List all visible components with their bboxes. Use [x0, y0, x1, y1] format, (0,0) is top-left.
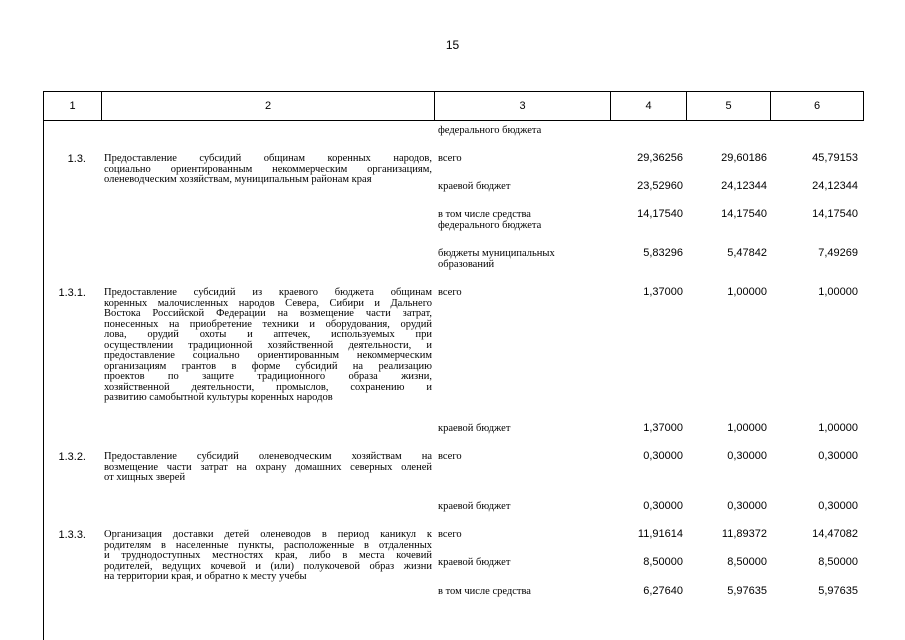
- row-value-col4: 0,30000: [643, 500, 683, 512]
- row-value-col5: 0,30000: [727, 450, 767, 462]
- row-type: всего: [438, 451, 462, 462]
- table-left-border: [43, 120, 44, 640]
- row-value-col4: 1,37000: [643, 286, 683, 298]
- header-col-4: 4: [611, 92, 687, 121]
- row-value-col6: 24,12344: [812, 180, 858, 192]
- row-type: бюджеты муниципальных образований: [438, 248, 555, 270]
- header-col-6: 6: [771, 92, 864, 121]
- section-description: Организация доставки детей оленеводов в период каникул к родителям в населенные пункты, расположенные в отдаленных и труднодоступных местностях края, либо в места кочевий родителей, ведущих кочевой и (или) полукочевой образ жизни на территории края, и обратно к месту учебы: [104, 529, 432, 582]
- row-value-col4: 5,83296: [643, 247, 683, 259]
- row-value-col6: 14,47082: [812, 528, 858, 540]
- row-value-col5: 24,12344: [721, 180, 767, 192]
- row-type: краевой бюджет: [438, 423, 511, 434]
- row-type: краевой бюджет: [438, 181, 511, 192]
- row-value-col6: 7,49269: [818, 247, 858, 259]
- row-value-col5: 14,17540: [721, 208, 767, 220]
- row-value-col4: 6,27640: [643, 585, 683, 597]
- section-code: 1.3.2.: [58, 451, 86, 463]
- row-type: в том числе средства: [438, 586, 531, 597]
- row-value-col6: 1,00000: [818, 422, 858, 434]
- row-value-col5: 1,00000: [727, 286, 767, 298]
- row-type: всего: [438, 529, 462, 540]
- header-col-5: 5: [687, 92, 771, 121]
- row-value-col6: 8,50000: [818, 556, 858, 568]
- row-type: краевой бюджет: [438, 557, 511, 568]
- section-description: Предоставление субсидий из краевого бюджета общинам коренных малочисленных народов Севера, Сибири и Дальнего Востока Российской Федерации на возмещение части затрат, понесенных на приобретение техники и оборудования, орудий лова, орудий охоты и аптечек, используемых при осуществлении традиционной хозяйственной деятельности, и предоставление социально ориентированным некоммерческим организациям грантов в форме субсидий на реализацию проектов по защите традиционного образа жизни, хозяйственной деятельности, промыслов, сохранению и развитию самобытной культуры коренных народов: [104, 287, 432, 403]
- row-value-col5: 11,89372: [721, 528, 767, 540]
- page-number: 15: [445, 38, 460, 52]
- row-value-col6: 45,79153: [812, 152, 858, 164]
- section-code: 1.3.: [67, 153, 86, 165]
- section-code: 1.3.3.: [58, 529, 86, 541]
- row-type: в том числе средства федерального бюджета: [438, 209, 542, 231]
- row-value-col6: 0,30000: [818, 450, 858, 462]
- header-col-1: 1: [44, 92, 102, 121]
- row-value-col6: 0,30000: [818, 500, 858, 512]
- row-value-col4: 29,36256: [637, 152, 683, 164]
- row-value-col4: 8,50000: [643, 556, 683, 568]
- table-header: [43, 91, 864, 121]
- row-value-col4: 0,30000: [643, 450, 683, 462]
- row-value-col6: 5,97635: [818, 585, 858, 597]
- section-description: Предоставление субсидий оленеводческим хозяйствам на возмещение части затрат на охрану домашних северных оленей от хищных зверей: [104, 451, 432, 483]
- row-value-col5: 5,47842: [727, 247, 767, 259]
- header-col-3: 3: [435, 92, 611, 121]
- section-code: 1.3.1.: [58, 287, 86, 299]
- row-type: всего: [438, 287, 462, 298]
- row-value-col5: 1,00000: [727, 422, 767, 434]
- row-value-col5: 8,50000: [727, 556, 767, 568]
- row-value-col6: 14,17540: [812, 208, 858, 220]
- row-type: всего: [438, 153, 462, 164]
- section-description: Предоставление субсидий общинам коренных народов, социально ориентированным некоммерческим организациям, оленеводческим хозяйствам, муниципальным районам края: [104, 153, 432, 185]
- row-value-col4: 11,91614: [637, 528, 683, 540]
- row-value-col5: 5,97635: [727, 585, 767, 597]
- row-value-col4: 1,37000: [643, 422, 683, 434]
- row-value-col5: 0,30000: [727, 500, 767, 512]
- continuation-type: федерального бюджета: [438, 125, 542, 136]
- header-row: [44, 92, 864, 121]
- row-value-col4: 14,17540: [637, 208, 683, 220]
- row-value-col4: 23,52960: [637, 180, 683, 192]
- header-col-2: 2: [102, 92, 435, 121]
- row-type: краевой бюджет: [438, 501, 511, 512]
- row-value-col5: 29,60186: [721, 152, 767, 164]
- row-value-col6: 1,00000: [818, 286, 858, 298]
